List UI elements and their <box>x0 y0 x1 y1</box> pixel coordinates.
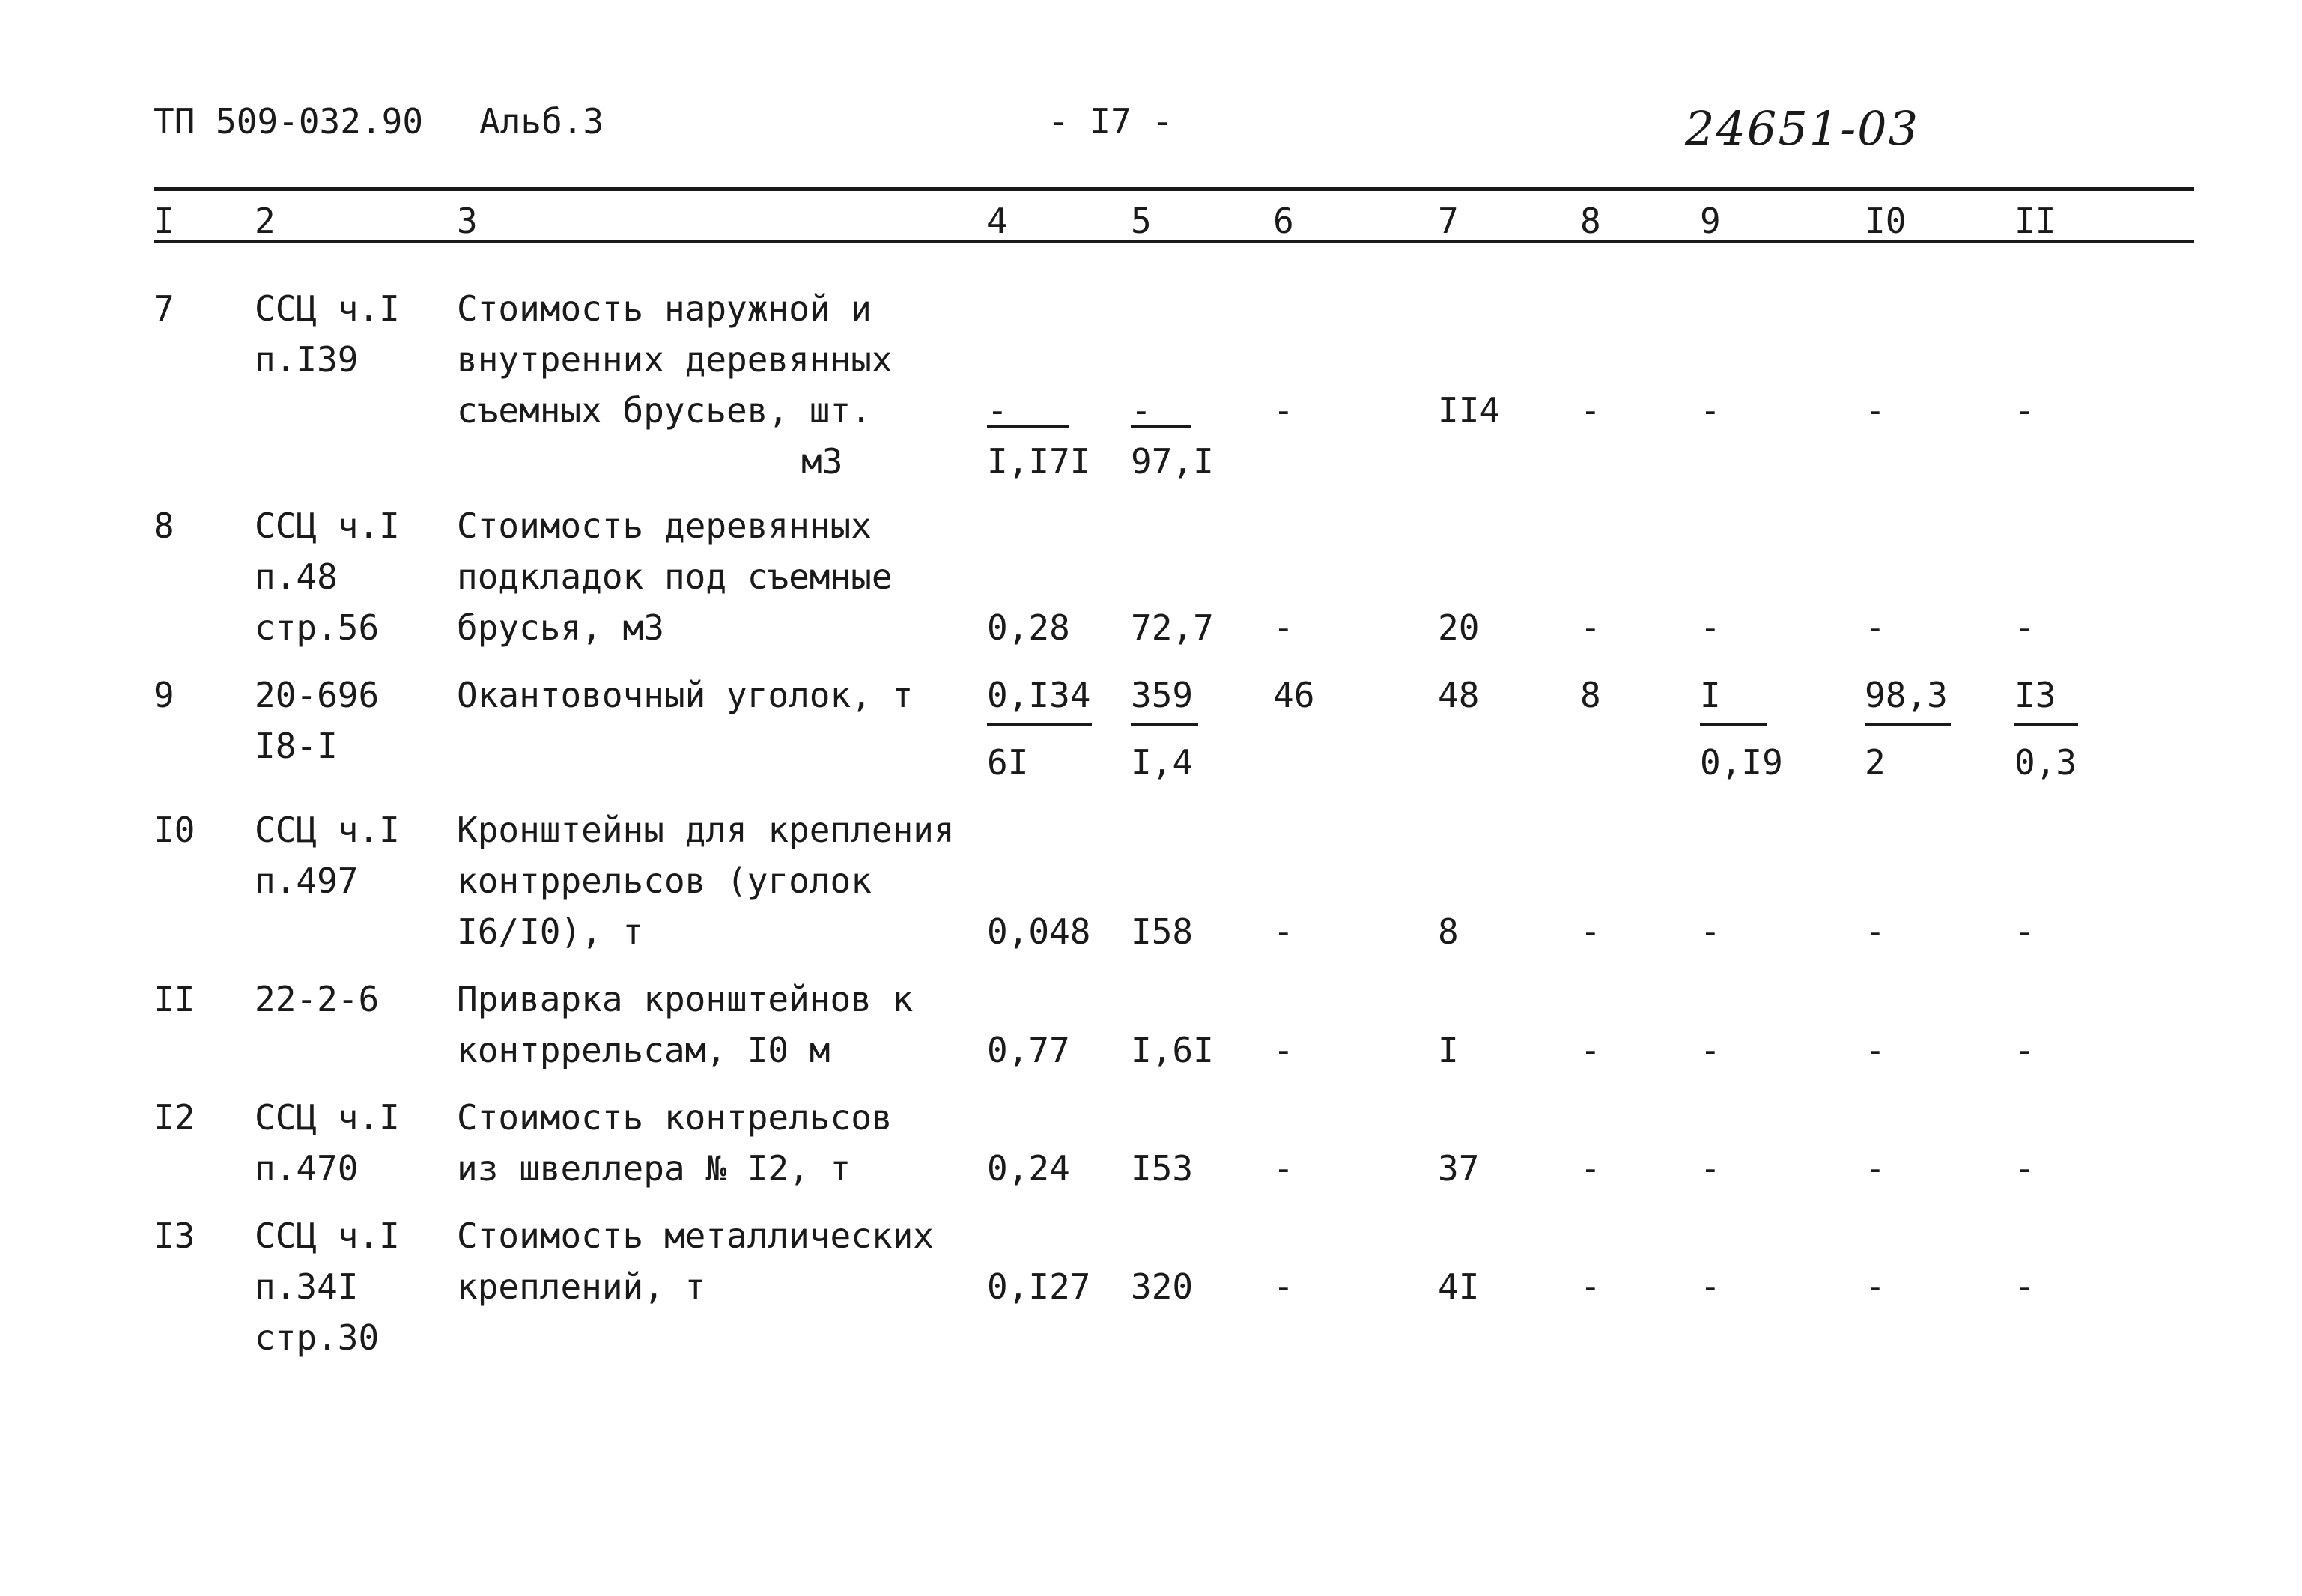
column-number: II <box>2014 201 2056 241</box>
cell-value: I,I7I <box>987 441 1091 482</box>
row-description: брусья, м3 <box>457 607 664 648</box>
cell-value: - <box>2014 1148 2035 1189</box>
row-reference: ССЦ ч.I <box>255 506 400 546</box>
row-reference: п.470 <box>255 1148 359 1189</box>
cell-value: - <box>1273 1030 1294 1070</box>
row-number: 8 <box>154 506 174 546</box>
cell-value: - <box>1273 911 1294 952</box>
column-number: I <box>154 201 174 241</box>
row-reference: ССЦ ч.I <box>255 1216 400 1256</box>
row-number: II <box>154 979 195 1019</box>
column-number: 9 <box>1700 201 1721 241</box>
cell-value: 4I <box>1438 1266 1480 1307</box>
cell-value: - <box>1700 911 1721 952</box>
page-number: - I7 - <box>1048 101 1173 142</box>
cell-value: - <box>1580 1266 1601 1307</box>
doc-id: ТП 509-032.90 <box>154 101 424 142</box>
row-number: 9 <box>154 675 174 715</box>
row-reference: п.497 <box>255 861 359 901</box>
cell-value: 0,I9 <box>1700 742 1783 783</box>
cell-value: I <box>1438 1030 1459 1070</box>
row-reference: ССЦ ч.I <box>255 1097 400 1138</box>
cell-value: 0,28 <box>987 607 1070 648</box>
row-description: Стоимость металлических <box>457 1216 934 1256</box>
cell-value: - <box>1580 390 1601 431</box>
cell-value: - <box>1865 1030 1886 1070</box>
cell-value: - <box>1273 390 1294 431</box>
cell-value: - <box>1865 1148 1886 1189</box>
cell-value: - <box>1865 911 1886 952</box>
cell-value: I <box>1700 675 1721 715</box>
cell-value: - <box>1700 1266 1721 1307</box>
row-number: I0 <box>154 810 195 850</box>
cell-value: - <box>1700 1148 1721 1189</box>
column-number: 4 <box>987 201 1008 241</box>
column-number: 2 <box>255 201 276 241</box>
cell-value: - <box>2014 390 2035 431</box>
row-reference: п.34I <box>255 1266 359 1307</box>
cell-value: 2 <box>1865 742 1886 783</box>
cell-value: - <box>2014 911 2035 952</box>
row-reference: 20-696 <box>255 675 380 715</box>
album-label: Альб.3 <box>479 101 604 142</box>
fraction-line <box>2014 723 2078 726</box>
cell-value: - <box>1580 1148 1601 1189</box>
cell-value: 37 <box>1438 1148 1480 1189</box>
cell-value: 20 <box>1438 607 1480 648</box>
row-reference: стр.30 <box>255 1317 380 1358</box>
row-description: контррельсам, I0 м <box>457 1030 830 1070</box>
fraction-line <box>1700 723 1767 726</box>
cell-value: I,6I <box>1131 1030 1214 1070</box>
row-number: 7 <box>154 288 174 329</box>
row-description: м3 <box>801 441 843 482</box>
cell-value: 359 <box>1131 675 1194 715</box>
column-number: 5 <box>1131 201 1152 241</box>
cell-value: 72,7 <box>1131 607 1214 648</box>
row-reference: I8-I <box>255 726 338 766</box>
row-description: Кронштейны для крепления <box>457 810 955 850</box>
cell-value: I,4 <box>1131 742 1194 783</box>
cell-value: 0,048 <box>987 911 1091 952</box>
header-rule-top <box>154 187 2194 191</box>
cell-value: - <box>1580 1030 1601 1070</box>
cell-value: 0,I34 <box>987 675 1091 715</box>
cell-value: - <box>1273 607 1294 648</box>
column-number: 7 <box>1438 201 1459 241</box>
cell-value: - <box>1865 1266 1886 1307</box>
cell-value: 320 <box>1131 1266 1194 1307</box>
row-description: внутренних деревянных <box>457 339 893 380</box>
cell-value: - <box>1865 607 1886 648</box>
fraction-line <box>1865 723 1951 726</box>
cell-value: I58 <box>1131 911 1194 952</box>
column-number: 3 <box>457 201 478 241</box>
row-description: Стоимость контрельсов <box>457 1097 893 1138</box>
row-description: Окантовочный уголок, т <box>457 675 914 715</box>
row-description: съемных брусьев, шт. <box>457 390 872 431</box>
cell-value: 8 <box>1438 911 1459 952</box>
cell-value: - <box>1865 390 1886 431</box>
cell-value: - <box>2014 1030 2035 1070</box>
cell-value: 48 <box>1438 675 1480 715</box>
cell-value: 0,77 <box>987 1030 1070 1070</box>
column-number: 8 <box>1580 201 1601 241</box>
cell-value: - <box>1131 390 1152 431</box>
row-number: I2 <box>154 1097 195 1138</box>
row-reference: 22-2-6 <box>255 979 380 1019</box>
cell-value: 0,24 <box>987 1148 1070 1189</box>
row-description: Приварка кронштейнов к <box>457 979 914 1019</box>
cell-value: 97,I <box>1131 441 1214 482</box>
row-description: подкладок под съемные <box>457 556 893 597</box>
cell-value: - <box>1273 1266 1294 1307</box>
cell-value: - <box>2014 1266 2035 1307</box>
cell-value: 46 <box>1273 675 1315 715</box>
cell-value: - <box>1580 911 1601 952</box>
cell-value: - <box>1580 607 1601 648</box>
cell-value: - <box>1700 607 1721 648</box>
cell-value: 0,3 <box>2014 742 2077 783</box>
row-reference: стр.56 <box>255 607 380 648</box>
row-description: креплений, т <box>457 1266 706 1307</box>
cell-value: 0,I27 <box>987 1266 1091 1307</box>
cell-value: 98,3 <box>1865 675 1948 715</box>
row-description: Стоимость наружной и <box>457 288 872 329</box>
row-description: I6/I0), т <box>457 911 644 952</box>
row-reference: ССЦ ч.I <box>255 288 400 329</box>
document-code: 24651-03 <box>1685 101 1920 156</box>
fraction-line <box>1131 723 1198 726</box>
column-number: 6 <box>1273 201 1294 241</box>
cell-value: - <box>1273 1148 1294 1189</box>
row-number: I3 <box>154 1216 195 1256</box>
row-description: Стоимость деревянных <box>457 506 872 546</box>
row-reference: ССЦ ч.I <box>255 810 400 850</box>
cell-value: - <box>2014 607 2035 648</box>
cell-value: I53 <box>1131 1148 1194 1189</box>
cell-value: - <box>1700 1030 1721 1070</box>
cell-value: - <box>1700 390 1721 431</box>
cell-value: 8 <box>1580 675 1601 715</box>
column-number: I0 <box>1865 201 1907 241</box>
cell-value: 6I <box>987 742 1029 783</box>
fraction-line <box>987 723 1092 726</box>
cell-value: I3 <box>2014 675 2056 715</box>
row-reference: п.I39 <box>255 339 359 380</box>
row-description: из швеллера № I2, т <box>457 1148 851 1189</box>
row-description: контррельсов (уголок <box>457 861 872 901</box>
cell-value: - <box>987 390 1008 431</box>
row-reference: п.48 <box>255 556 338 597</box>
cell-value: II4 <box>1438 390 1501 431</box>
